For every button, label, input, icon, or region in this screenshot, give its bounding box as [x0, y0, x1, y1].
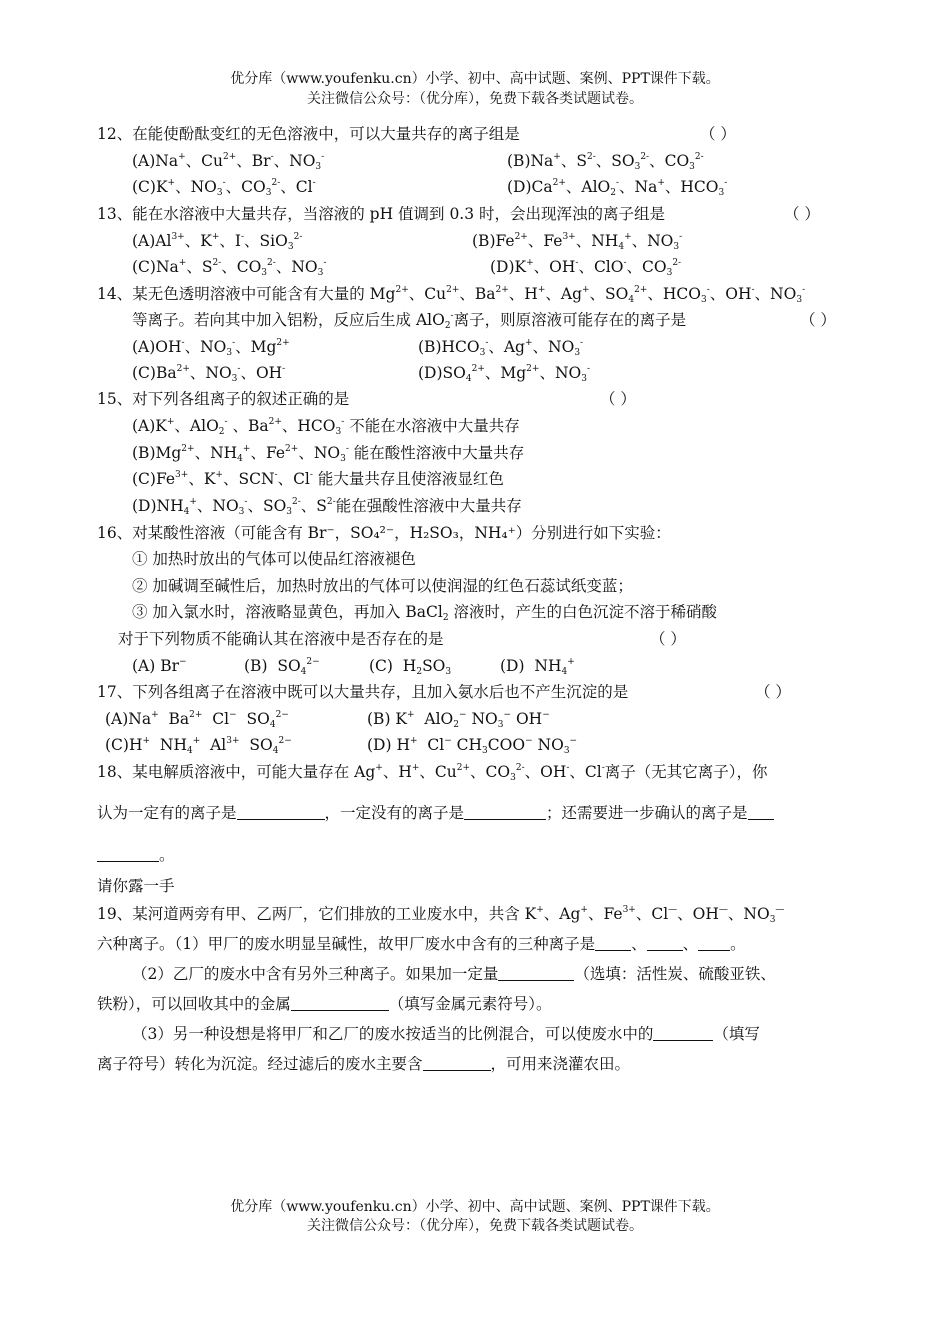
q17-option-a[interactable]: (A)Na+ $Ba^{2+}$ Cl− $SO_4^{2-}$ [105, 710, 289, 730]
q18-blank-absent[interactable] [464, 805, 546, 820]
q15-option-c[interactable]: $(C)Fe^{3+}$、K+、SCN-、Cl- 能大量共存且使溶液显红色 [132, 470, 504, 488]
footer-line-1: 优分库（www.youfenku.cn）小学、初中、高中试题、案例、PPT课件下载。 [230, 1199, 720, 1215]
q13-option-d[interactable]: (D)K+、OH-、ClO-、$CO_3^{2-}$ [490, 258, 682, 278]
q16-question: 对于下列物质不能确认其在溶液中是否存在的是 [118, 630, 444, 648]
q18-blank-uncertain-cont[interactable] [97, 847, 159, 862]
q16-step-2: ② 加碱调至碱性后，加热时放出的气体可以使润湿的红色石蕊试纸变蓝； [132, 577, 633, 595]
q18-stem: 18、某电解质溶液中，可能大量存在 Ag+、H+、$Cu^{2+}$、$CO_3^{2-}$、OH-、Cl-离子（无其它离子），你 [97, 763, 768, 783]
q16-option-c[interactable]: (C) $H_2SO_3$ [369, 657, 452, 677]
q14-stem: 14、某无色透明溶液中可能含有大量的 $Mg^{2+}$、$Cu^{2+}$、$Ba^{2+}$、H+、Ag+、$SO_4^{2+}$、$HCO_3^-$、OH-、$NO_3^-$ [97, 285, 806, 305]
q14-bracket: （ ） [800, 311, 836, 329]
q12-option-a[interactable]: (A)Na+、$Cu^{2+}$、Br-、$NO_3^-$ [132, 152, 325, 172]
q14-option-d[interactable]: $(D)SO_4^{2+}$、$Mg^{2+}$、$NO_3^-$ [418, 364, 591, 384]
q19-part-1: 六种离子。（1）甲厂的废水明显呈碱性，故甲厂废水中含有的三种离子是 、 、 。 [97, 935, 746, 953]
q12-option-b[interactable]: (B)Na+、$S^{2-}$、$SO_3^{2-}$、$CO_3^{2-}$ [507, 152, 704, 172]
q16-stem: 16、对某酸性溶液（可能含有 Br⁻，SO₄²⁻，H₂SO₃，NH₄⁺）分别进行如下实验： [97, 524, 671, 542]
q16-bracket: （ ） [650, 630, 686, 648]
q13-stem: 13、能在水溶液中大量共存，当溶液的 pH 值调到 0.3 时，会出现浑浊的离子组是 [97, 205, 666, 223]
q18-blank-present[interactable] [237, 805, 325, 820]
q14-option-c[interactable]: $(C)Ba^{2+}$、$NO_3^-$、OH- [132, 364, 286, 384]
q12-option-d[interactable]: $(D)Ca^{2+}$、AlO$_2$-、Na+、$HCO_3^-$ [507, 178, 728, 198]
q19-blank-ion-1[interactable] [595, 936, 631, 951]
q13-option-a[interactable]: $(A)Al^{3+}$、K+、I-、SiO$_3^{2-}$ [132, 232, 303, 252]
q12-bracket: （ ） [700, 125, 736, 143]
q13-bracket: （ ） [784, 205, 820, 223]
q13-option-b[interactable]: $(B)Fe^{2+}$、$Fe^{3+}$、$NH_4^+$、$NO_3^-$ [472, 232, 683, 252]
q15-option-d[interactable]: $(D)NH_4^+$、$NO_3^-$、$SO_3^{2-}$、$S^{2-}$能在强酸性溶液中大量共存 [132, 497, 522, 517]
q17-option-c[interactable]: (C)H+ $NH_4^+$ $Al^{3+}$ $SO_4^{2-}$ [105, 736, 292, 756]
q19-blank-metal[interactable] [291, 996, 389, 1011]
q17-option-b[interactable]: (B) K+ AlO$_2$− $NO_3^-$ OH− [367, 710, 550, 730]
header-line-2: 关注微信公众号：（优分库），免费下载各类试题试卷。 [307, 91, 643, 107]
q19-blank-content[interactable] [423, 1056, 491, 1071]
q16-option-b[interactable]: (B) $SO_4^{2-}$ [244, 657, 320, 677]
q17-stem: 17、下列各组离子在溶液中既可以大量共存，且加入氨水后也不产生沉淀的是 [97, 683, 629, 701]
q17-bracket: （ ） [755, 683, 791, 701]
q15-stem: 15、对下列各组离子的叙述正确的是 [97, 390, 350, 408]
header-line-1: 优分库（www.youfenku.cn）小学、初中、高中试题、案例、PPT课件下载。 [230, 71, 720, 87]
q18-blanks-line: 认为一定有的离子是 ，一定没有的离子是 ；还需要进一步确认的离子是 [97, 803, 774, 823]
q19-blank-reagent[interactable] [498, 966, 574, 981]
q12-option-c[interactable]: (C)K+、$NO_3^-$、$CO_3^{2-}$、Cl- [132, 178, 316, 198]
q15-option-b[interactable]: $(B)Mg^{2+}$、$NH_4^+$、$Fe^{2+}$、$NO_3^-$ 能在酸性溶液中大量共存 [132, 444, 525, 464]
q15-option-a[interactable]: (A)K+、AlO$_2$- 、$Ba^{2+}$、$HCO_3^-$ 不能在水溶液中大量共存 [132, 417, 520, 437]
q18-end: 。 [97, 845, 175, 865]
q18-blank-uncertain[interactable] [748, 805, 774, 820]
q17-option-d[interactable]: (D) H+ Cl− $CH_3COO^-$ $NO_3^-$ [367, 736, 578, 756]
q19-part-2-cont: 铁粉），可以回收其中的金属 （填写金属元素符号）。 [97, 995, 552, 1013]
q14-stem-line2: 等离子。若向其中加入铝粉，反应后生成 AlO$_2$-离子，则原溶液可能存在的离子是 [132, 311, 687, 331]
q19-part-3-cont: 离子符号）转化为沉淀。经过滤后的废水主要含 ，可用来浇灌农田。 [97, 1055, 631, 1073]
q19-blank-ion-2[interactable] [647, 936, 683, 951]
q19-blank-ions[interactable] [653, 1026, 713, 1041]
q16-option-a[interactable]: (A) Br− [132, 657, 187, 675]
q19-stem: 19、某河道两旁有甲、乙两厂，它们排放的工业废水中，共含 K+、Ag+、$Fe^{3+}$、Cl—、OH—、$NO_3^—$ [97, 905, 785, 925]
q13-option-c[interactable]: (C)Na+、$S^{2-}$、$CO_3^{2-}$、$NO_3^-$ [132, 258, 327, 278]
section-title: 请你露一手 [97, 877, 175, 895]
q19-blank-ion-3[interactable] [698, 936, 730, 951]
q16-step-3: ③ 加入氯水时，溶液略显黄色，再加入 BaCl$_2$ 溶液时，产生的白色沉淀不溶于稀硝酸 [132, 603, 718, 623]
q15-bracket: （ ） [600, 390, 636, 408]
q14-option-b[interactable]: $(B)HCO_3^-$、Ag+、$NO_3^-$ [418, 338, 584, 358]
q19-part-2: （2）乙厂的废水中含有另外三种离子。如果加一定量 （选填：活性炭、硫酸亚铁、 [132, 965, 776, 983]
q12-stem: 12、在能使酚酞变红的无色溶液中，可以大量共存的离子组是 [97, 125, 520, 143]
footer-line-2: 关注微信公众号：（优分库），免费下载各类试题试卷。 [307, 1218, 643, 1234]
q19-part-3: （3）另一种设想是将甲厂和乙厂的废水按适当的比例混合，可以使废水中的 （填写 [132, 1025, 760, 1043]
q14-option-a[interactable]: (A)OH-、$NO_3^-$、$Mg^{2+}$ [132, 338, 290, 358]
q16-step-1: ① 加热时放出的气体可以使品红溶液褪色 [132, 550, 416, 568]
q16-option-d[interactable]: (D) $NH_4^+$ [500, 657, 575, 677]
